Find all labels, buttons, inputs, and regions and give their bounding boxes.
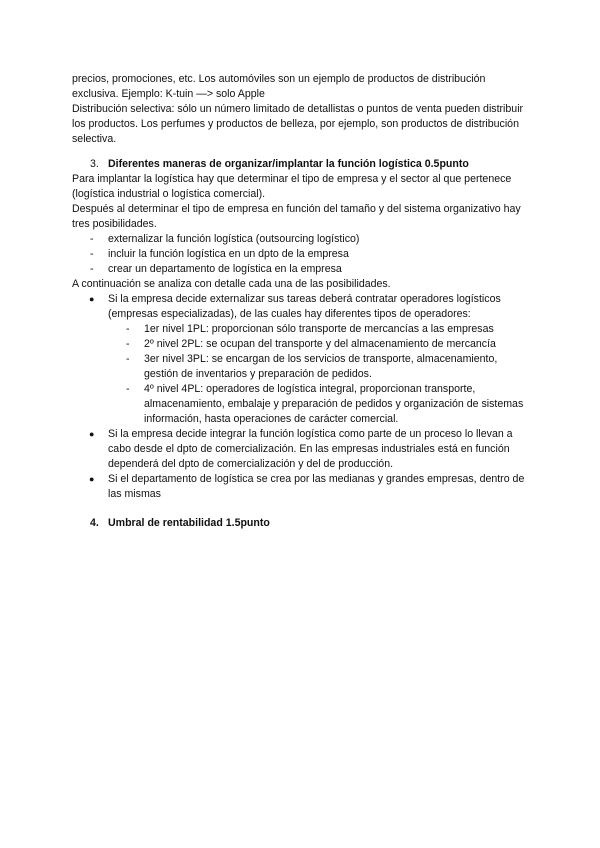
bullet-text-externalize: Si la empresa decide externalizar sus tareas deberá contratar operadores logísticos (empresas especializadas), de las cuales hay diferentes tipos de operadores: <box>108 293 501 320</box>
dash-marker: - <box>126 338 130 350</box>
possibilities-list <box>72 292 532 502</box>
option-text: externalizar la función logística (outsourcing logístico) <box>108 233 360 245</box>
section-3-number: 3. <box>90 158 99 170</box>
list-item <box>108 352 532 382</box>
section-3-heading <box>72 157 532 172</box>
list-item <box>72 247 532 262</box>
list-item <box>108 322 532 337</box>
intro-paragraph-exclusive: precios, promociones, etc. Los automóviles son un ejemplo de productos de distribución exclusiva. Ejemplo: K-tuin —> solo Apple <box>72 73 486 100</box>
bullet-icon: ● <box>89 294 95 304</box>
list-item <box>72 427 532 472</box>
options-list <box>72 232 532 277</box>
bullet-icon: ● <box>89 474 95 484</box>
section-4-heading <box>72 516 532 531</box>
list-item <box>72 262 532 277</box>
dash-marker: - <box>126 323 130 335</box>
list-item <box>72 472 532 502</box>
dash-marker: - <box>90 233 94 245</box>
list-item <box>108 337 532 352</box>
section-3-paragraph-2: Después al determinar el tipo de empresa en función del tamaño y del sistema organizativo hay tres posibilidades. <box>72 203 521 230</box>
section-4-number: 4. <box>90 517 99 529</box>
list-item <box>72 232 532 247</box>
level-text: 4º nivel 4PL: operadores de logística integral, proporcionan transporte, almacenamiento, embalaje y preparación de pedidos y organización de sistemas información, hasta operaciones de carácter comercial. <box>144 383 524 425</box>
intro-paragraph-selective: Distribución selectiva: sólo un número limitado de detallistas o puntos de venta pueden distribuir los productos. Los perfumes y productos de belleza, por ejemplo, son productos de distribución selectiva. <box>72 103 524 145</box>
dash-marker: - <box>90 248 94 260</box>
section-3-title: Diferentes maneras de organizar/implantar la función logística 0.5punto <box>108 158 469 170</box>
document-page <box>72 72 532 531</box>
option-text: incluir la función logística en un dpto de la empresa <box>108 248 349 260</box>
dash-marker: - <box>126 353 130 365</box>
bullet-icon: ● <box>89 429 95 439</box>
level-text: 3er nivel 3PL: se encargan de los servicios de transporte, almacenamiento, gestión de inventarios y preparación de pedidos. <box>144 353 498 380</box>
dash-marker: - <box>90 263 94 275</box>
section-3-paragraph-3: A continuación se analiza con detalle cada una de las posibilidades. <box>72 278 391 290</box>
level-text: 2º nivel 2PL: se ocupan del transporte y del almacenamiento de mercancía <box>144 338 496 350</box>
operator-levels-list <box>108 322 532 427</box>
bullet-text-integrate: Si la empresa decide integrar la función logística como parte de un proceso lo llevan a cabo desde el dpto de comercialización. En las empresas industriales está en función dependerá del dpto de comercialización y del de producción. <box>108 428 513 470</box>
section-3-paragraph-1: Para implantar la logística hay que determinar el tipo de empresa y el sector al que pertenece (logística industrial o logística comercial). <box>72 173 512 200</box>
list-item <box>72 292 532 427</box>
bullet-text-department: Si el departamento de logística se crea por las medianas y grandes empresas, dentro de las mismas <box>108 473 525 500</box>
dash-marker: - <box>126 383 130 395</box>
section-4-title: Umbral de rentabilidad 1.5punto <box>108 517 270 529</box>
level-text: 1er nivel 1PL: proporcionan sólo transporte de mercancías a las empresas <box>144 323 494 335</box>
option-text: crear un departamento de logística en la empresa <box>108 263 342 275</box>
list-item <box>108 382 532 427</box>
